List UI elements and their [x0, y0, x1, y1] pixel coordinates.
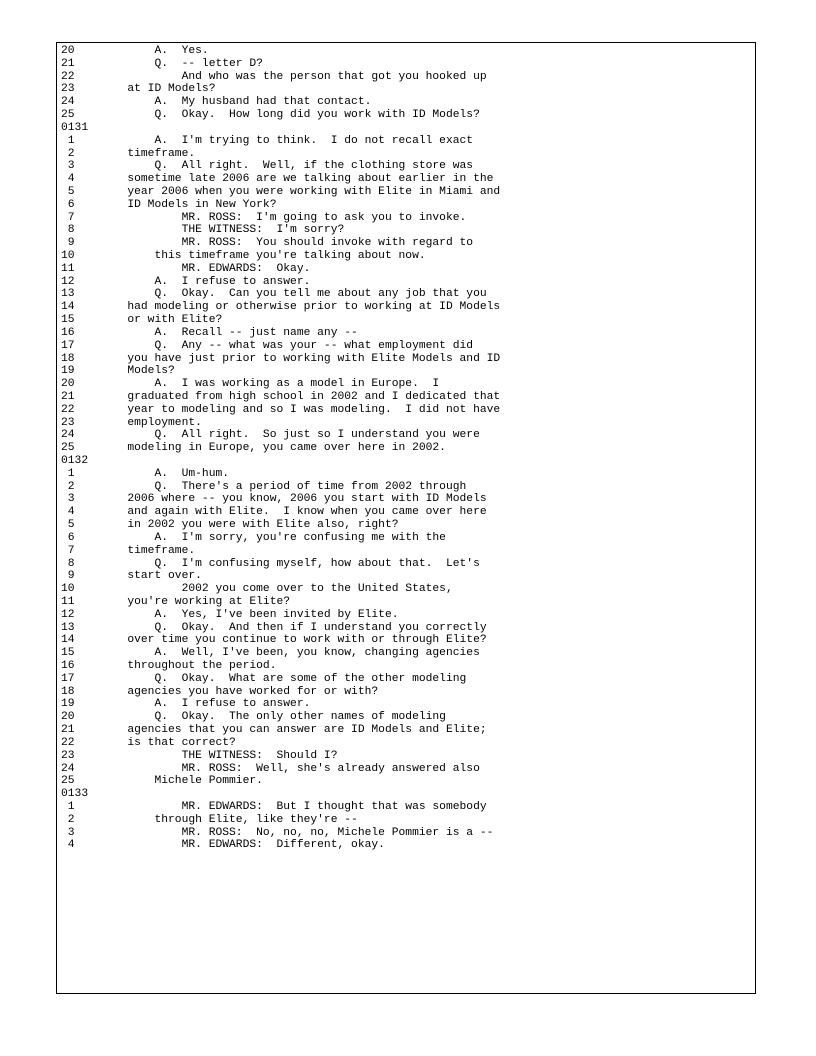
line-number: 12: [61, 608, 75, 621]
line-text: MR. EDWARDS: Okay.: [107, 262, 311, 275]
line-text: THE WITNESS: I'm sorry?: [107, 224, 345, 237]
line-text: or with Elite?: [107, 314, 223, 327]
transcript-line: [61, 481, 755, 494]
line-number: 25: [61, 109, 75, 122]
line-text: MR. ROSS: Well, she's already answered also: [107, 762, 480, 775]
line-text: this timeframe you're talking about now.: [107, 250, 426, 262]
transcript-line: [61, 558, 755, 571]
line-number: 24: [61, 429, 75, 442]
transcript-line: [61, 378, 755, 391]
line-number: 24: [61, 96, 75, 109]
line-number: 16: [61, 326, 75, 339]
transcript-line: [61, 429, 755, 442]
line-number: 2: [61, 813, 75, 826]
line-number: 24: [61, 762, 75, 775]
line-number: 6: [61, 531, 75, 544]
line-text: is that correct?: [107, 736, 236, 749]
line-text: year 2006 when you were working with Elite in Miami and: [107, 185, 501, 198]
transcript-line: [61, 340, 755, 353]
line-number: 15: [61, 314, 75, 327]
line-text: [107, 122, 755, 135]
line-text: in 2002 you were with Elite also, right?: [107, 519, 399, 532]
line-number: 22: [61, 70, 75, 83]
line-number: 21: [61, 57, 75, 70]
line-text: A. Recall -- just name any --: [107, 326, 358, 339]
line-text: agencies that you can answer are ID Models and Elite;: [107, 724, 487, 737]
line-number: 3: [61, 493, 75, 506]
transcript-line: [61, 353, 755, 366]
line-number: 16: [61, 660, 75, 672]
transcript-line: [61, 468, 755, 481]
line-text: MR. EDWARDS: Different, okay.: [107, 839, 385, 852]
line-number: 22: [61, 403, 75, 416]
line-text: A. Yes.: [107, 45, 209, 57]
transcript-line: [61, 711, 755, 724]
transcript-line: [61, 96, 755, 109]
line-text: and again with Elite. I know when you came over here: [107, 506, 487, 519]
line-number: 4: [61, 839, 75, 852]
transcript-line: [61, 237, 755, 250]
line-number: 20: [61, 378, 75, 391]
transcript-line: [61, 622, 755, 635]
line-text: sometime late 2006 are we talking about earlier in the: [107, 173, 494, 186]
transcript-line: [61, 365, 755, 378]
transcript-line: [61, 250, 755, 263]
transcript-line: [61, 135, 755, 148]
line-text: start over.: [107, 570, 202, 583]
line-number: 14: [61, 634, 75, 647]
line-number: 0131: [61, 121, 89, 134]
line-number: 9: [61, 237, 75, 250]
line-number: 17: [61, 672, 75, 685]
line-number: 6: [61, 198, 75, 211]
line-number: 4: [61, 173, 75, 186]
line-number: 3: [61, 826, 75, 839]
transcript-line: [61, 724, 755, 737]
line-number: 19: [61, 698, 75, 711]
line-number: 9: [61, 570, 75, 583]
transcript-line: [61, 71, 755, 84]
line-number: 2: [61, 480, 75, 493]
line-number: 10: [61, 250, 75, 262]
line-text: A. My husband had that contact.: [107, 96, 372, 109]
line-text: Q. All right. Well, if the clothing store was: [107, 160, 474, 173]
transcript-line: [61, 148, 755, 161]
line-text: Q. Any -- what was your -- what employment did: [107, 339, 474, 352]
transcript-line: [61, 160, 755, 173]
line-number: 15: [61, 647, 75, 660]
line-number: 18: [61, 685, 75, 698]
line-text: A. I'm trying to think. I do not recall exact: [107, 134, 474, 147]
transcript-line: [61, 493, 755, 506]
line-number: 20: [61, 45, 75, 57]
line-text: MR. ROSS: No, no, no, Michele Pommier is a --: [107, 826, 494, 839]
line-text: A. Um-hum.: [107, 467, 230, 480]
line-number: 10: [61, 583, 75, 596]
transcript-line: [61, 647, 755, 660]
line-number: 11: [61, 262, 75, 275]
transcript-line: [61, 314, 755, 327]
line-number: 13: [61, 288, 75, 301]
transcript-line: [61, 506, 755, 519]
line-number: 17: [61, 339, 75, 352]
transcript-line: [61, 660, 755, 673]
transcript-line: [61, 301, 755, 314]
line-text: And who was the person that got you hooked up: [107, 70, 487, 83]
transcript-line: [61, 583, 755, 596]
transcript-line: [61, 109, 755, 122]
line-text: Q. Okay. What are some of the other modeling: [107, 672, 467, 685]
line-text: you have just prior to working with Elite Models and ID: [107, 352, 501, 365]
line-text: Models?: [107, 365, 175, 378]
line-number: 25: [61, 442, 75, 455]
line-text: [107, 455, 755, 468]
line-text: A. I'm sorry, you're confusing me with the: [107, 531, 446, 544]
line-number: 1: [61, 134, 75, 147]
transcript-line: [61, 775, 755, 788]
transcript-line: [61, 609, 755, 622]
line-number: 22: [61, 736, 75, 749]
transcript-line: [61, 391, 755, 404]
line-number: 2: [61, 147, 75, 160]
line-text: through Elite, like they're --: [107, 813, 358, 826]
line-text: modeling in Europe, you came over here in 2002.: [107, 442, 446, 455]
line-number: 14: [61, 301, 75, 314]
line-number: 23: [61, 83, 75, 96]
line-number: 18: [61, 352, 75, 365]
line-number: 5: [61, 185, 75, 198]
transcript-line: [61, 839, 755, 852]
line-number: 0133: [61, 788, 89, 801]
transcript-line: [61, 58, 755, 71]
line-number: 25: [61, 775, 75, 788]
transcript-line: [61, 404, 755, 417]
line-number: 23: [61, 416, 75, 429]
line-number: 23: [61, 749, 75, 762]
transcript-line: [61, 442, 755, 455]
line-number: 5: [61, 519, 75, 532]
transcript-line: [61, 288, 755, 301]
line-text: MR. EDWARDS: But I thought that was somebody: [107, 800, 487, 813]
line-text: Q. There's a period of time from 2002 through: [107, 480, 467, 493]
line-text: ID Models in New York?: [107, 198, 277, 211]
line-text: 2006 where -- you know, 2006 you start with ID Models: [107, 493, 487, 506]
transcript-line: [61, 673, 755, 686]
line-text: Q. Okay. The only other names of modeling: [107, 711, 446, 724]
line-number: 0132: [61, 455, 89, 467]
line-number: 1: [61, 800, 75, 813]
line-number: 8: [61, 557, 75, 570]
transcript-line: [61, 45, 755, 58]
line-text: you're working at Elite?: [107, 595, 291, 608]
line-text: timeframe.: [107, 147, 196, 160]
transcript-line: [61, 596, 755, 609]
line-number: 20: [61, 711, 75, 724]
transcript-line: [61, 814, 755, 827]
transcript-line: [61, 788, 755, 801]
line-number: 7: [61, 544, 75, 557]
transcript-line: [61, 122, 755, 135]
transcript-line: [61, 276, 755, 289]
line-text: MR. ROSS: I'm going to ask you to invoke.: [107, 211, 467, 224]
transcript-line: [61, 199, 755, 212]
line-number: 4: [61, 506, 75, 519]
line-number: 19: [61, 365, 75, 378]
line-text: [107, 788, 755, 801]
line-text: Michele Pommier.: [107, 775, 263, 788]
line-number: 21: [61, 390, 75, 403]
line-text: employment.: [107, 416, 202, 429]
line-text: A. Yes, I've been invited by Elite.: [107, 608, 399, 621]
transcript-line: [61, 763, 755, 776]
line-text: Q. Okay. And then if I understand you correctly: [107, 621, 487, 634]
line-text: Q. Okay. How long did you work with ID Models?: [107, 109, 480, 122]
transcript-line: [61, 570, 755, 583]
transcript-line: [61, 327, 755, 340]
line-text: THE WITNESS: Should I?: [107, 749, 338, 762]
line-text: agencies you have worked for or with?: [107, 685, 379, 698]
transcript-line: [61, 417, 755, 430]
transcript-line: [61, 634, 755, 647]
line-text: A. I was working as a model in Europe. I: [107, 378, 440, 391]
line-text: throughout the period.: [107, 660, 277, 672]
transcript-line: [61, 212, 755, 225]
transcript-line: [61, 737, 755, 750]
line-text: at ID Models?: [107, 83, 216, 96]
line-text: timeframe.: [107, 544, 196, 557]
line-number: 21: [61, 724, 75, 737]
line-text: Q. Okay. Can you tell me about any job that you: [107, 288, 487, 301]
transcript-line: [61, 263, 755, 276]
transcript-line: [61, 83, 755, 96]
line-number: 12: [61, 275, 75, 288]
line-text: over time you continue to work with or through Elite?: [107, 634, 487, 647]
transcript-line: [61, 750, 755, 763]
line-text: Q. All right. So just so I understand you were: [107, 429, 480, 442]
transcript-line: [61, 827, 755, 840]
transcript-line: [61, 532, 755, 545]
transcript-line: [61, 801, 755, 814]
line-text: A. I refuse to answer.: [107, 275, 311, 288]
transcript-line: [61, 224, 755, 237]
line-text: A. Well, I've been, you know, changing agencies: [107, 647, 480, 660]
line-number: 3: [61, 160, 75, 173]
transcript-line: [61, 686, 755, 699]
transcript-line: [61, 173, 755, 186]
line-text: Q. -- letter D?: [107, 57, 263, 70]
line-text: A. I refuse to answer.: [107, 698, 311, 711]
line-number: 8: [61, 224, 75, 237]
transcript-line: [61, 519, 755, 532]
transcript-line: [61, 545, 755, 558]
line-text: year to modeling and so I was modeling. I did not have: [107, 403, 501, 416]
line-number: 1: [61, 467, 75, 480]
line-number: 11: [61, 595, 75, 608]
line-text: graduated from high school in 2002 and I dedicated that: [107, 390, 501, 403]
line-text: 2002 you come over to the United States,: [107, 583, 453, 596]
line-number: 7: [61, 211, 75, 224]
transcript-line: [61, 455, 755, 468]
transcript-page: [56, 42, 756, 994]
line-text: had modeling or otherwise prior to working at ID Models: [107, 301, 501, 314]
transcript-line: [61, 698, 755, 711]
line-number: 13: [61, 621, 75, 634]
line-text: Q. I'm confusing myself, how about that. Let's: [107, 557, 480, 570]
line-text: MR. ROSS: You should invoke with regard to: [107, 237, 474, 250]
transcript-line: [61, 186, 755, 199]
